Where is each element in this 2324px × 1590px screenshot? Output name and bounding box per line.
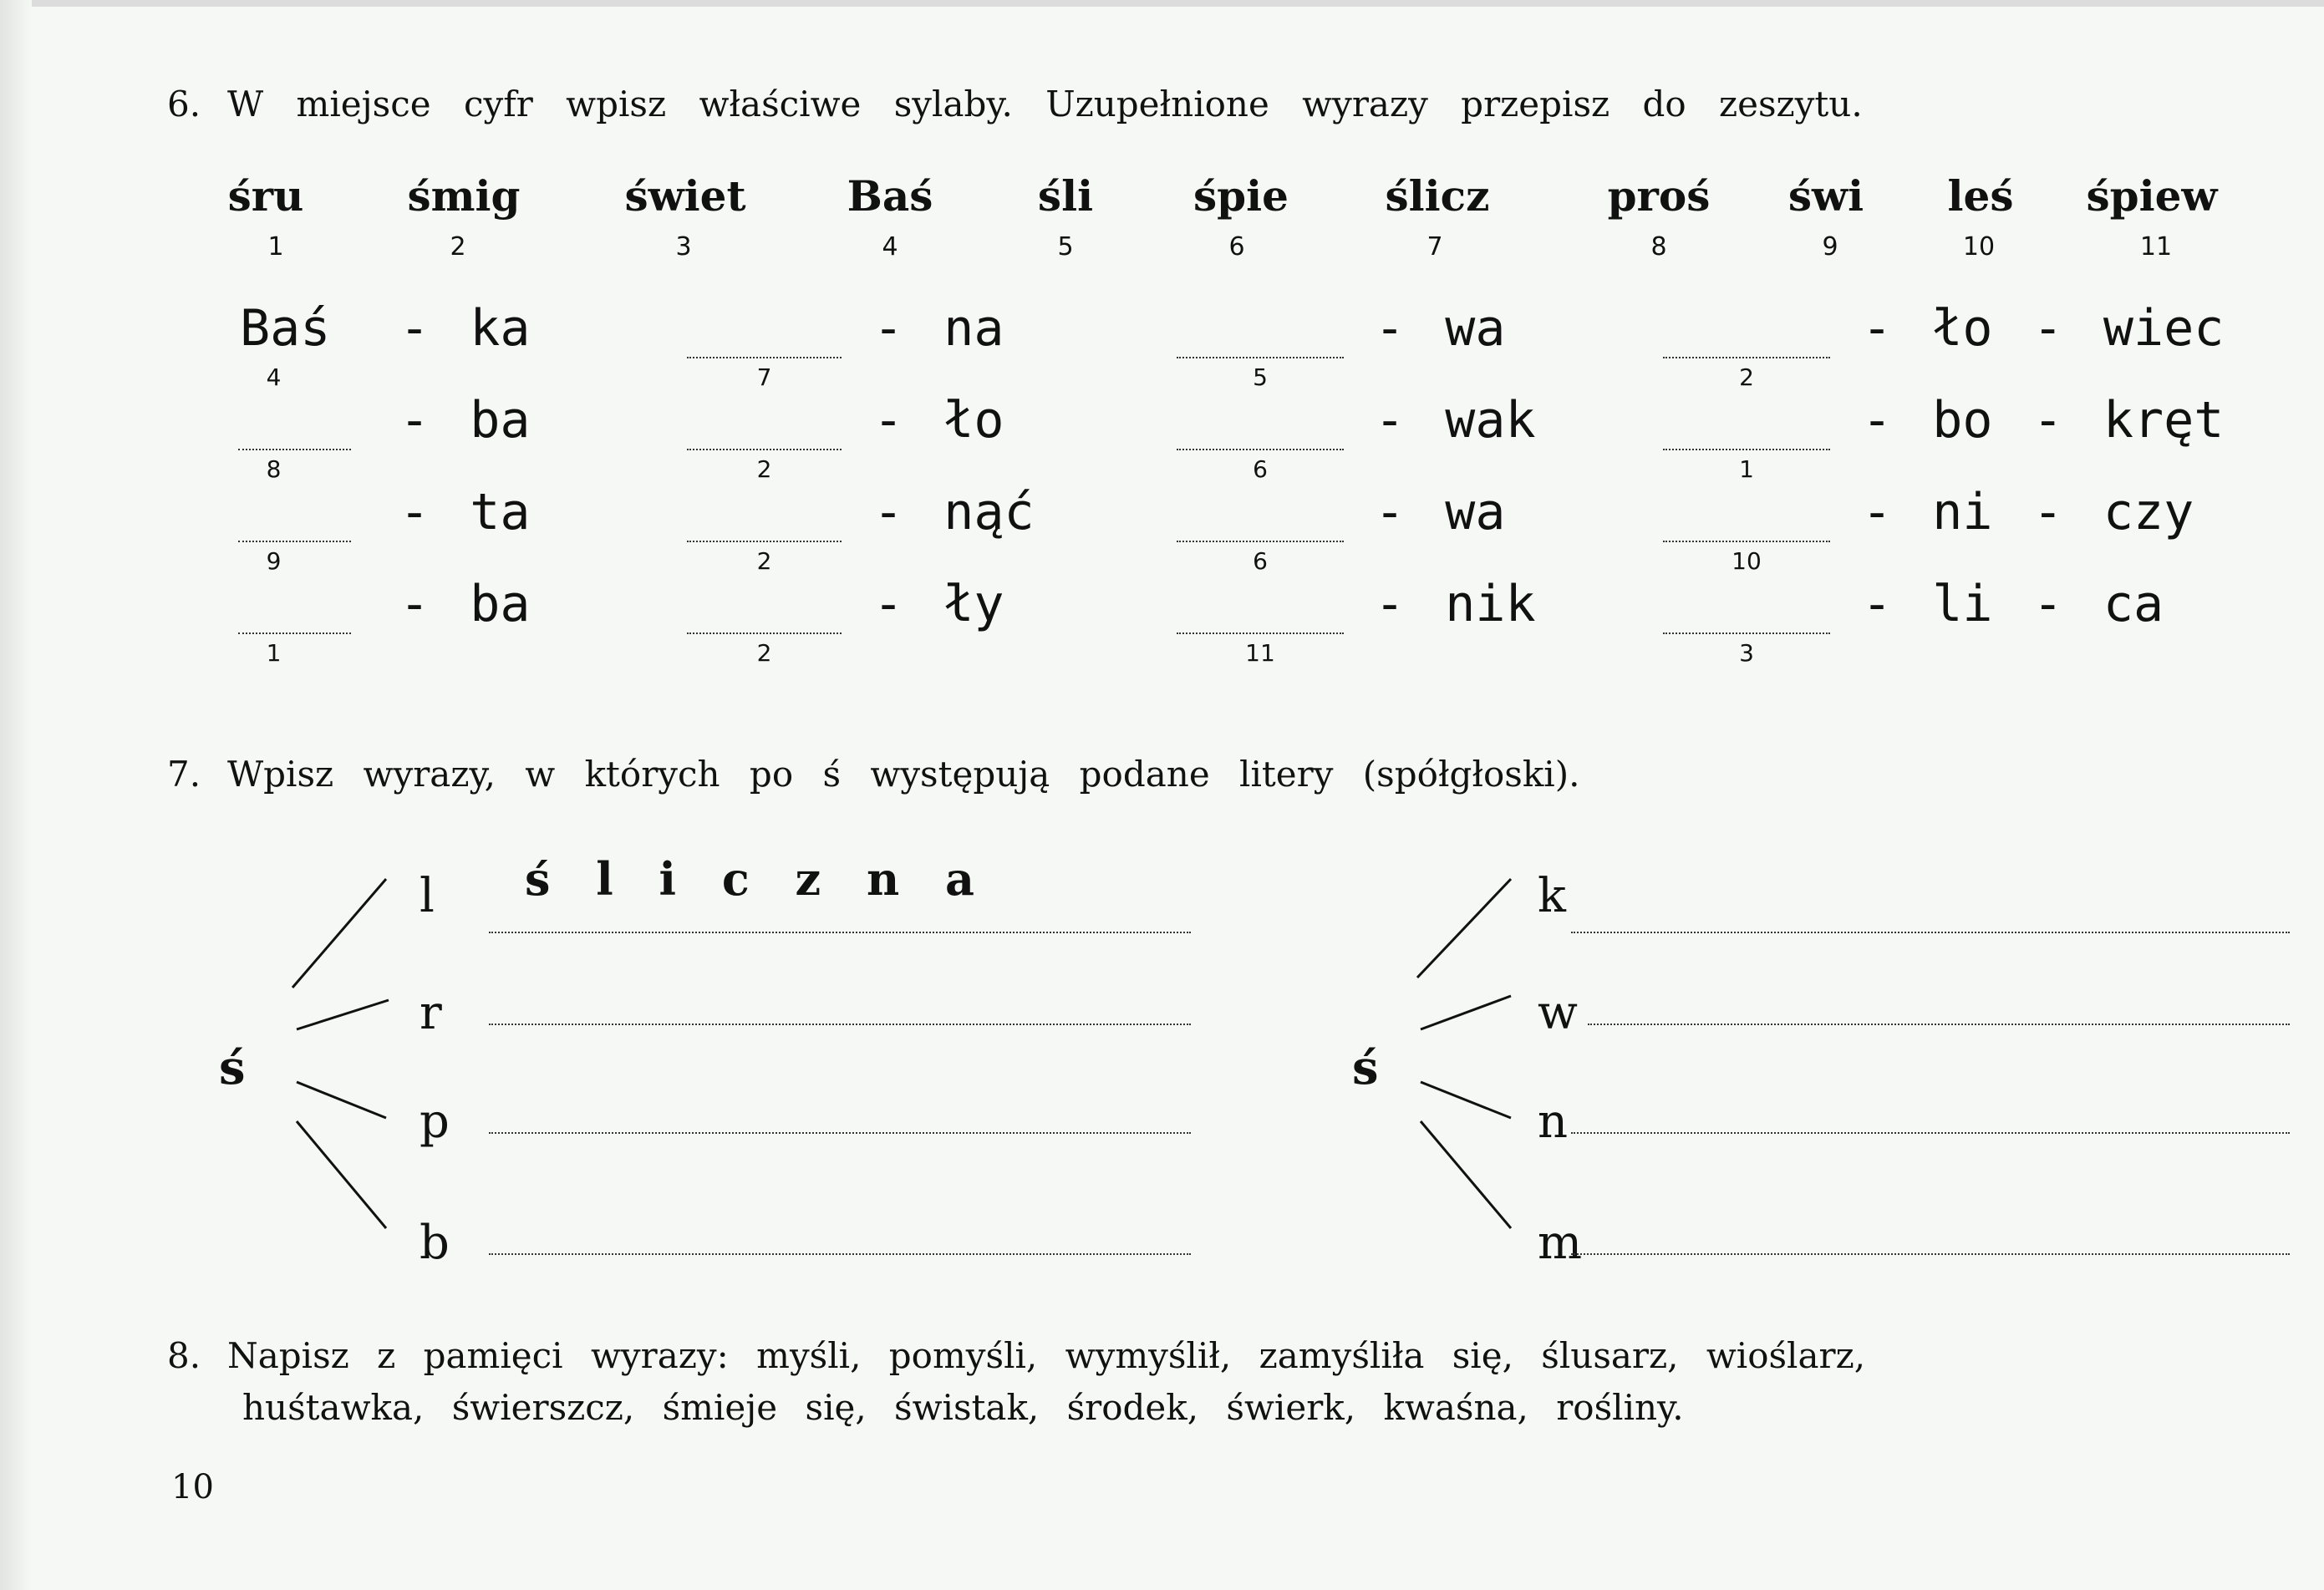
- blank-number: 2: [756, 455, 772, 483]
- syllable-1: śru: [227, 171, 304, 221]
- syllable-ending: - ba: [399, 575, 531, 633]
- right-letter-w: w: [1538, 986, 1578, 1040]
- branch-line-b: [297, 1121, 386, 1228]
- syllable-3: świet: [624, 171, 746, 221]
- task8-line1: [167, 1335, 1866, 1376]
- syllable-4: Baś: [847, 171, 933, 221]
- left-letter-b: b: [420, 1216, 450, 1270]
- syllable-8: proś: [1607, 171, 1711, 221]
- writing-line: [1571, 932, 2290, 933]
- syllable-2: śmig: [407, 171, 521, 221]
- syllable-11: śpiew: [2086, 171, 2218, 221]
- syllable-ending: - wa: [1375, 299, 1506, 358]
- blank-number: 2: [756, 639, 772, 667]
- branch-line-r: [297, 1000, 389, 1029]
- syllable-ending: - ka: [399, 299, 531, 358]
- syllable-number-5: 5: [1057, 232, 1074, 262]
- syllable-ending: - li - ca: [1862, 575, 2164, 633]
- branch-line-m: [1421, 1121, 1511, 1228]
- blank-number: 6: [1253, 455, 1268, 483]
- root-letter-right: ś: [1352, 1040, 1379, 1095]
- blank-number: 2: [1739, 363, 1754, 391]
- syllable-10: leś: [1947, 171, 2014, 221]
- page-number: 10: [171, 1468, 214, 1506]
- syllable-number-3: 3: [675, 232, 692, 262]
- branch-line-w: [1421, 996, 1511, 1029]
- blank-number: 9: [266, 547, 282, 575]
- branch-line-l: [292, 879, 386, 988]
- filled-syllable: Baś: [240, 299, 331, 358]
- blank-number: 11: [1245, 639, 1275, 667]
- syllable-number-6: 6: [1228, 232, 1245, 262]
- blank-number: 10: [1732, 547, 1762, 575]
- task8-number: 8.: [167, 1335, 201, 1376]
- blank-number: 1: [1739, 455, 1754, 483]
- syllable-ending: - wak: [1375, 391, 1536, 450]
- writing-line: [489, 1024, 1191, 1025]
- left-letter-r: r: [420, 986, 442, 1040]
- syllable-ending: - ły: [873, 575, 1004, 633]
- blank-number: 1: [266, 639, 282, 667]
- syllable-ending: - ta: [399, 483, 531, 541]
- syllable-number-10: 10: [1962, 232, 1996, 262]
- writing-line: [489, 1132, 1191, 1134]
- syllable-ending: - nik: [1375, 575, 1536, 633]
- blank-number: 3: [1739, 639, 1754, 667]
- syllable-number-7: 7: [1426, 232, 1443, 262]
- blank-number: 7: [756, 363, 772, 391]
- syllable-ending: - bo - kręt: [1862, 391, 2225, 450]
- task6-number: 6.: [167, 84, 201, 124]
- syllable-6: śpie: [1193, 171, 1289, 221]
- syllable-number-4: 4: [882, 232, 898, 262]
- syllable-ending: - ło: [873, 391, 1004, 450]
- branch-line-n: [1421, 1082, 1511, 1118]
- writing-line: [489, 932, 1191, 933]
- right-letter-m: m: [1538, 1216, 1583, 1270]
- writing-line: [1571, 1253, 2290, 1255]
- syllable-ending: - na: [873, 299, 1004, 358]
- blank-number: 5: [1253, 363, 1268, 391]
- right-letter-n: n: [1538, 1095, 1569, 1149]
- blank-number: 6: [1253, 547, 1268, 575]
- task7-number: 7.: [167, 754, 201, 795]
- syllable-7: ślicz: [1385, 171, 1490, 221]
- syllable-ending: - ni - czy: [1862, 483, 2194, 541]
- syllable-ending: - ba: [399, 391, 531, 450]
- syllable-number-9: 9: [1822, 232, 1838, 262]
- task8-line2: huśtawka, świerszcz, śmieje się, świstak, środek, świerk, kwaśna, rośliny.: [242, 1387, 1684, 1428]
- right-letter-k: k: [1538, 869, 1566, 923]
- branch-line-k: [1417, 879, 1511, 978]
- syllable-number-11: 11: [2139, 232, 2173, 262]
- syllable-5: śli: [1037, 171, 1094, 221]
- blank-number: 8: [266, 455, 282, 483]
- blank-number: 4: [266, 363, 282, 391]
- left-letter-l: l: [420, 869, 435, 923]
- syllable-9: świ: [1787, 171, 1864, 221]
- syllable-ending: - nąć: [873, 483, 1035, 541]
- syllable-ending: - ło - wiec: [1862, 299, 2225, 358]
- writing-line: [1588, 1024, 2290, 1025]
- syllable-number-1: 1: [267, 232, 284, 262]
- task7-instruction: Wpisz wyrazy, w których po ś występują podane litery (spółgłoski).: [227, 754, 1580, 795]
- blank-number: 2: [756, 547, 772, 575]
- task6-instruction: W miejsce cyfr wpisz właściwe sylaby. Uzupełnione wyrazy przepisz do zeszytu.: [227, 84, 1863, 124]
- writing-line: [1571, 1132, 2290, 1134]
- task8-text-1: Napisz z pamięci wyrazy: myśli, pomyśli, wymyślił, zamyśliła się, ślusarz, wioślarz,: [227, 1335, 1866, 1376]
- left-letter-p: p: [420, 1095, 450, 1149]
- root-letter-left: ś: [219, 1040, 246, 1095]
- branch-line-p: [297, 1082, 386, 1118]
- syllable-number-8: 8: [1650, 232, 1667, 262]
- syllable-number-2: 2: [450, 232, 466, 262]
- writing-line: [489, 1253, 1191, 1255]
- example-answer: ś l i c z n a: [525, 852, 990, 906]
- syllable-ending: - wa: [1375, 483, 1506, 541]
